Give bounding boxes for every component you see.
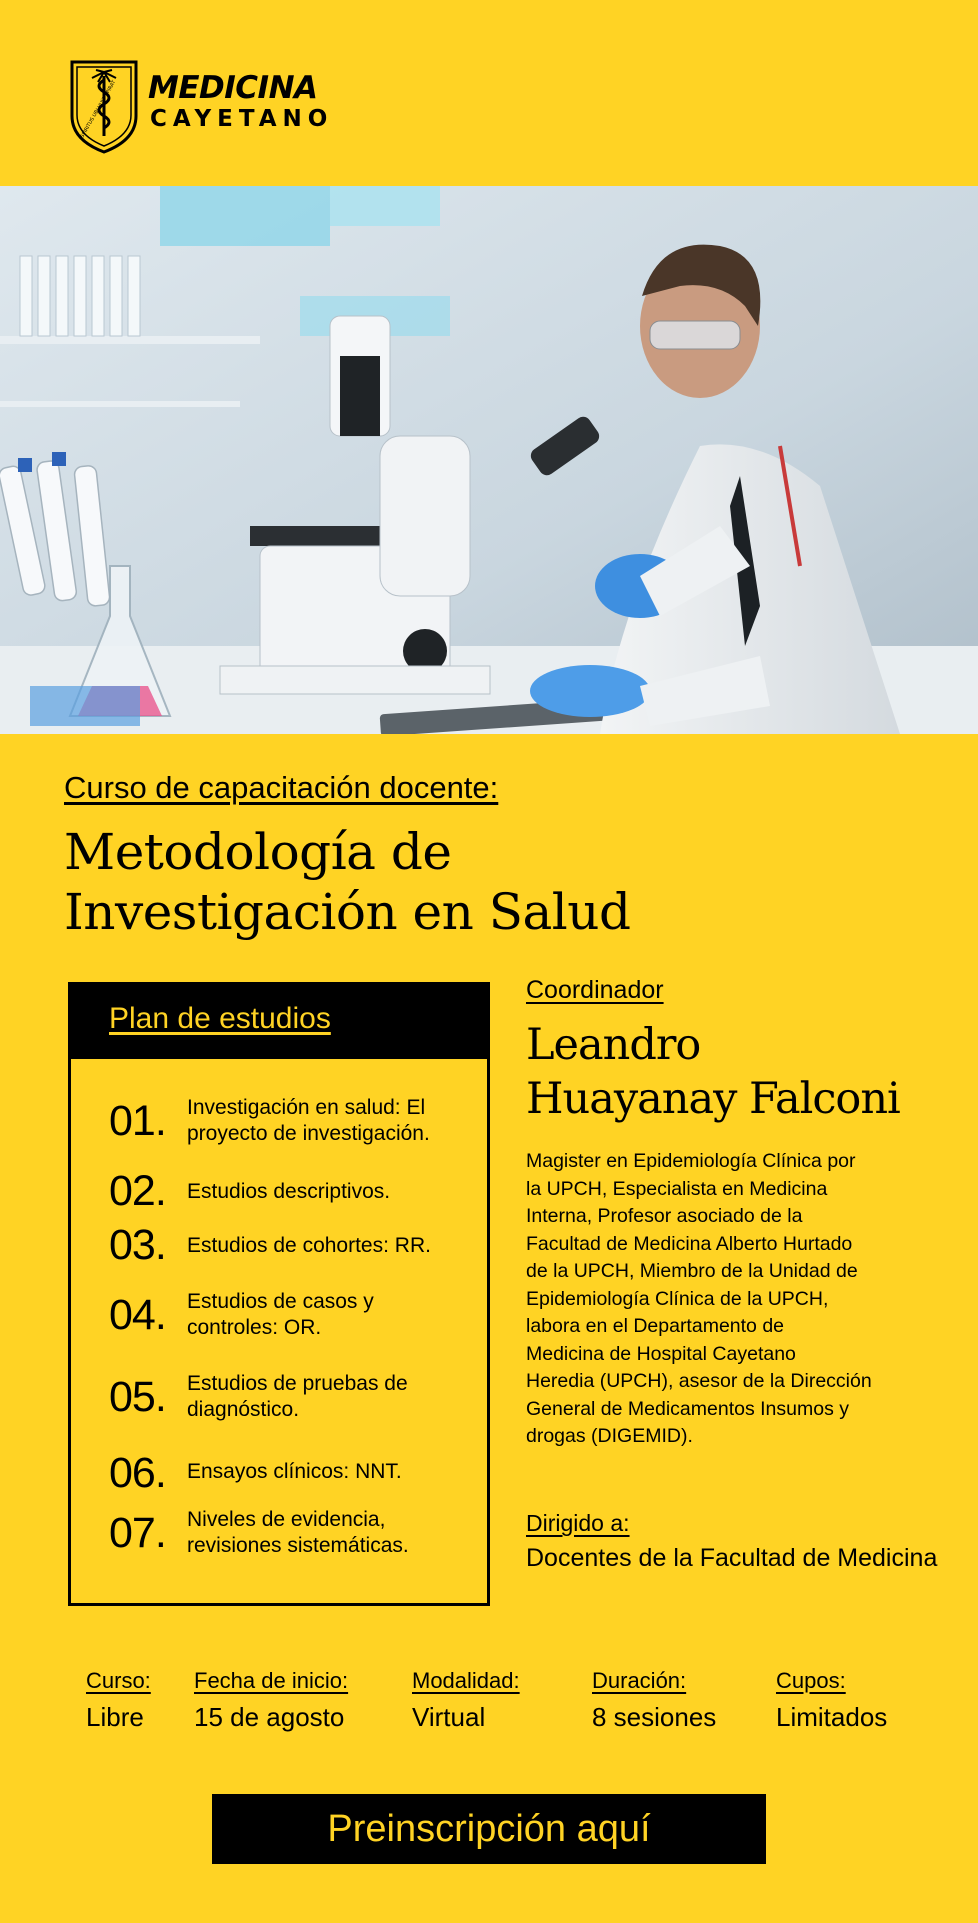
plan-item-number: 07. [109, 1509, 166, 1557]
plan-item-line: Estudios de casos y [187, 1290, 374, 1313]
seal-text: SPIRITUS UBI VULT SPIRAT [79, 79, 118, 139]
plan-item-number: 02. [109, 1167, 166, 1215]
plan-item-line: proyecto de investigación. [187, 1122, 430, 1145]
plan-item-text [187, 1095, 477, 1147]
lab-scientist-photo-icon [0, 186, 978, 734]
plan-item-line: Ensayos clínicos: NNT. [187, 1460, 402, 1483]
plan-item-text [187, 1289, 477, 1341]
coordinator-bio [526, 1148, 926, 1451]
info-start-date-value: 15 de agosto [194, 1702, 345, 1732]
info-start-date-label: Fecha de inicio: [194, 1668, 349, 1693]
bio-line: Epidemiología Clínica de la UPCH, [526, 1287, 829, 1310]
info-slots-label: Cupos: [776, 1668, 846, 1693]
bio-line: Heredia (UPCH), asesor de la Dirección [526, 1370, 872, 1392]
bio-line: de la UPCH, Miembro de la Unidad de [526, 1260, 858, 1282]
info-modality-label: Modalidad: [412, 1668, 520, 1693]
plan-item-text [187, 1459, 477, 1485]
bio-line: Medicina de Hospital Cayetano [526, 1342, 796, 1365]
bio-line: labora en el Departamento de [526, 1315, 785, 1337]
plan-item-line: diagnóstico. [187, 1398, 300, 1421]
bio-line: la UPCH, Especialista en Medicina [526, 1177, 828, 1200]
course-title [64, 822, 631, 942]
preinscription-button[interactable] [212, 1794, 766, 1864]
bio-line: Facultad de Medicina Alberto Hurtado [526, 1232, 853, 1255]
preinscription-button-label: Preinscripción aquí [327, 1807, 651, 1850]
brand-name-primary: MEDICINA [148, 70, 318, 106]
plan-item-line: revisiones sistemáticas. [187, 1534, 409, 1557]
hero-lab-image [0, 186, 978, 734]
coordinator-name-line1: Leandro [526, 1020, 701, 1070]
coordinator-name [526, 1018, 900, 1126]
course-title-line1: Metodología de [64, 823, 452, 881]
plan-item-number: 05. [109, 1373, 166, 1421]
bio-line: General de Medicamentos Insumos y [526, 1397, 849, 1420]
plan-item-line: Estudios de pruebas de [187, 1372, 408, 1395]
plan-item-number: 03. [109, 1221, 166, 1269]
study-plan-box [68, 982, 490, 1606]
coordinator-label: Coordinador [526, 976, 664, 1004]
study-plan-header [71, 985, 487, 1059]
coordinator-name-line2: Huayanay Falconi [526, 1074, 900, 1124]
info-duration-value: 8 sesiones [592, 1702, 717, 1732]
plan-item-line: Niveles de evidencia, [187, 1508, 386, 1531]
info-slots-value: Limitados [776, 1702, 888, 1732]
plan-item-line: controles: OR. [187, 1316, 322, 1339]
bio-line: drogas (DIGEMID). [526, 1425, 693, 1447]
plan-item-text [187, 1179, 477, 1205]
plan-item-number: 04. [109, 1291, 166, 1339]
info-course-label: Curso: [86, 1668, 151, 1693]
course-title-line2: Investigación en Salud [64, 883, 631, 941]
plan-item-line: Estudios de cohortes: RR. [187, 1234, 431, 1257]
audience-value: Docentes de la Facultad de Medicina [526, 1544, 938, 1572]
plan-item-number: 06. [109, 1449, 166, 1497]
bio-line: Interna, Profesor asociado de la [526, 1205, 803, 1227]
plan-item-line: Investigación en salud: El [187, 1096, 426, 1119]
plan-item-text [187, 1233, 477, 1259]
plan-item-line: Estudios descriptivos. [187, 1180, 391, 1203]
info-course-value: Libre [86, 1702, 144, 1732]
cayetano-shield-logo-icon [68, 58, 140, 154]
brand-name-secondary: CAYETANO [150, 106, 334, 132]
plan-item-text [187, 1507, 477, 1559]
plan-item-text [187, 1371, 477, 1423]
bio-line: Magister en Epidemiología Clínica por [526, 1150, 856, 1172]
course-type-subtitle: Curso de capacitación docente: [64, 770, 499, 805]
audience-label: Dirigido a: [526, 1510, 630, 1536]
info-duration-label: Duración: [592, 1668, 687, 1693]
info-modality-value: Virtual [412, 1702, 486, 1732]
study-plan-heading: Plan de estudios [109, 1002, 331, 1035]
plan-item-number: 01. [109, 1097, 166, 1145]
